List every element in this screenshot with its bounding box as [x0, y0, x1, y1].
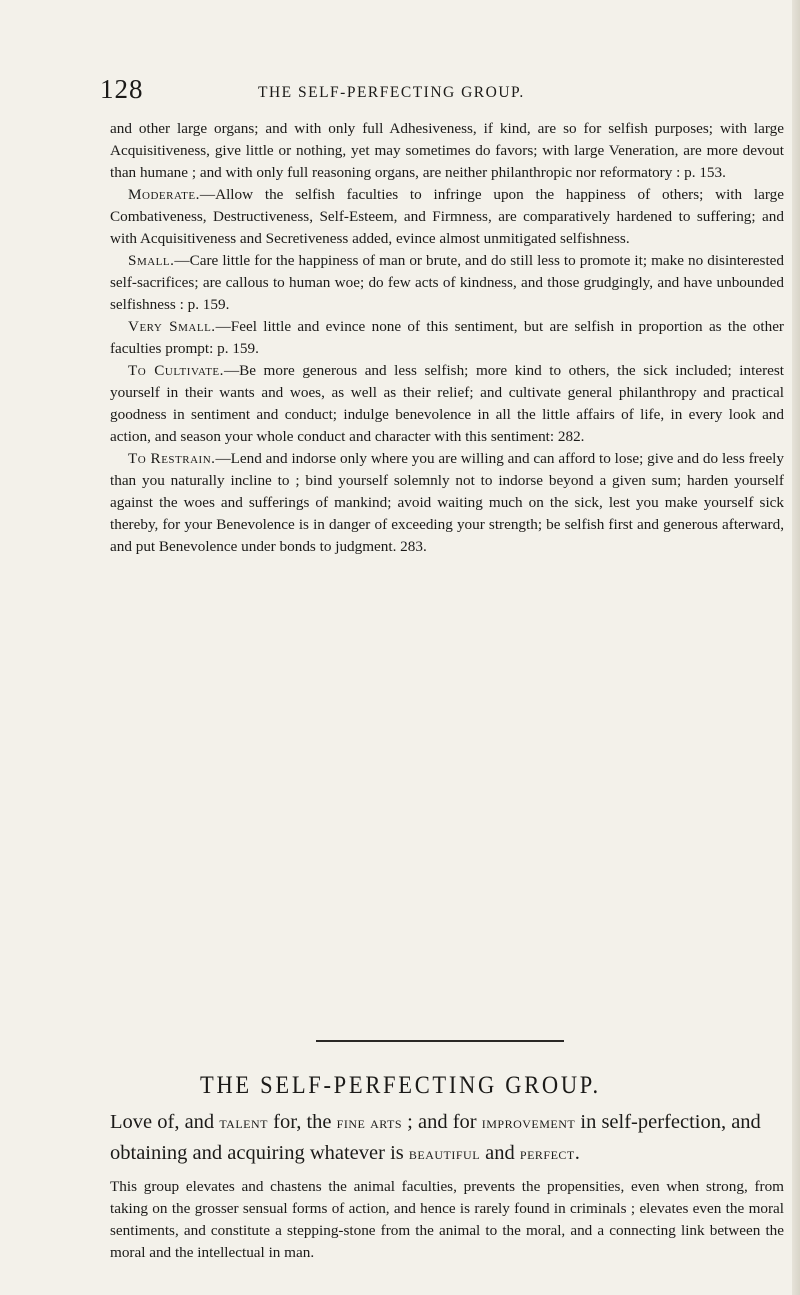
- intro-rest: in self-perfection, and obtaining and acquiring whatever is: [110, 1111, 761, 1164]
- intro-improvement: improvement: [481, 1113, 576, 1132]
- running-head: THE SELF-PERFECTING GROUP.: [258, 84, 525, 101]
- text-moderate: —Allow the selfish faculties to infringe upon the happiness of others; with large Combativeness, Destructiveness, Self-Esteem, and Firmness, are comparatively hardened to suffering; and with Acquisitiveness and Secretiveness added, evince almost unmitigated selfishness.: [110, 186, 784, 247]
- label-small: Small.: [128, 252, 175, 269]
- page-number: 128: [100, 74, 144, 104]
- paragraph-very-small: [110, 316, 784, 360]
- page-header: [100, 74, 790, 114]
- section-title: THE SELF-PERFECTING GROUP.: [200, 1072, 601, 1099]
- paragraph-continuation: and other large organs; and with only full Adhesiveness, if kind, are so for selfish purposes; with large Acquisitiveness, give little or nothing, yet may sometimes do favors; with large Veneration, are more devout than humane ; and with only full reasoning organs, are neither philanthropic nor reformatory : p. 153.: [110, 120, 784, 181]
- intro-fine-arts: fine arts: [336, 1113, 403, 1132]
- section-divider: [316, 1040, 564, 1042]
- label-very-small: Very Small.: [128, 318, 216, 335]
- intro-of: of, and: [152, 1111, 220, 1133]
- label-to-cultivate: To Cultivate.: [128, 362, 224, 379]
- label-moderate: Moderate.: [128, 186, 200, 203]
- intro-love: Love: [110, 1111, 153, 1133]
- intro-for: for, the: [268, 1111, 337, 1133]
- text-very-small: —Feel little and evince none of this sentiment, but are selfish in proportion as the other faculties prompt: p. 159.: [110, 318, 784, 357]
- text-to-restrain: —Lend and indorse only where you are willing and can afford to lose; give and do less freely than you naturally incline to ; bind yourself solemnly not to indorse beyond a given sum; harden yourself against the woes and sufferings of mankind; avoid waiting much on the sick, lest you make yourself sick thereby, for your Benevolence is in danger of exceeding your strength; be selfish first and generous afterward, and put Benevolence under bonds to judgment. 283.: [110, 450, 784, 555]
- paragraph-to-cultivate: [110, 360, 784, 448]
- page-edge-shadow: [792, 0, 800, 1295]
- intro-and: and: [480, 1142, 520, 1164]
- text-small: —Care little for the happiness of man or brute, and do still less to promote it; make no disinterested self-sacrifices; are callous to human woe; do few acts of kindness, and those grudgingly, and have unbounded selfishness : p. 159.: [110, 252, 784, 313]
- paragraph-small: [110, 250, 784, 316]
- text-to-cultivate: —Be more generous and less selfish; more kind to others, the sick included; interest yourself in their wants and woes, as well as their relief; and cultivate general philanthropy and practical goodness in sentiment and conduct; indulge benevolence in all the little affairs of life, in every look and action, and season your whole conduct and character with this sentiment: 282.: [110, 362, 785, 445]
- body-text: [110, 118, 784, 558]
- paragraph-to-restrain: [110, 448, 784, 558]
- section-description: This group elevates and chastens the animal faculties, prevents the propensities, even when strong, from taking on the grosser sensual forms of action, and hence is rarely found in criminals ; elevates even the moral sentiments, and constitute a stepping-stone from the animal to the moral, and a connecting link between the moral and the intellectual in man.: [110, 1178, 784, 1261]
- paragraph-moderate: [110, 184, 784, 250]
- intro-and-for: ; and for: [402, 1111, 482, 1133]
- intro-talent: talent: [219, 1113, 269, 1132]
- intro-end: .: [574, 1142, 580, 1164]
- intro-perfect: perfect: [519, 1144, 575, 1163]
- intro-beautiful: beautiful: [408, 1144, 481, 1163]
- label-to-restrain: To Restrain.: [128, 450, 216, 467]
- section-intro: [110, 1107, 790, 1169]
